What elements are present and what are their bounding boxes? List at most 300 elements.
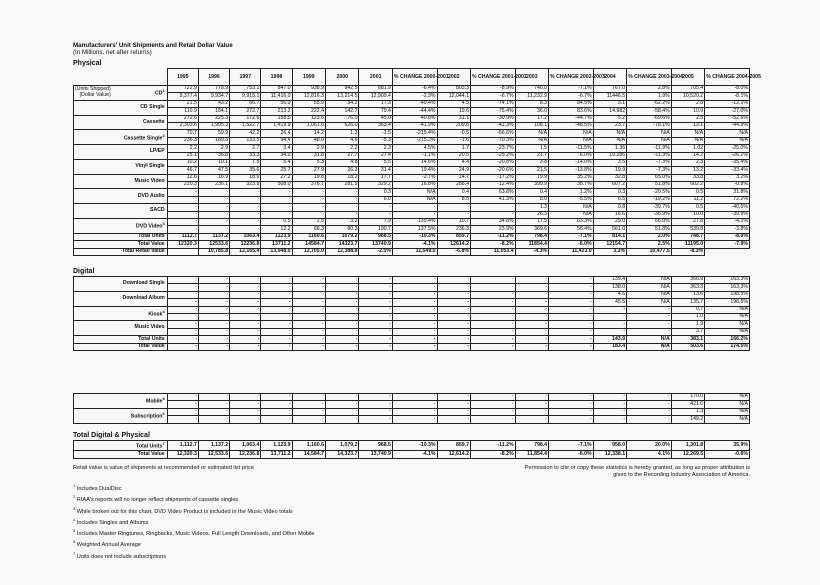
- data-cell: -3.8%: [705, 226, 750, 233]
- data-cell: -4.1%: [392, 451, 437, 458]
- data-cell: -8.0%: [705, 233, 750, 240]
- data-cell: 958.0: [593, 441, 626, 451]
- data-cell: 2.2: [167, 145, 198, 152]
- data-cell: 55.9: [292, 100, 325, 107]
- data-cell: -: [230, 284, 261, 291]
- data-cell: -: [437, 394, 470, 401]
- data-cell: 5.2: [593, 115, 626, 122]
- data-cell: -: [230, 211, 261, 218]
- data-cell: 5.4: [261, 159, 292, 166]
- data-cell: -11.5%: [549, 145, 594, 152]
- data-cell: 163.3%: [705, 284, 750, 291]
- data-cell: -: [593, 328, 626, 335]
- table-row: [74, 122, 750, 129]
- column-header: % CHANGE 2000-2001: [392, 69, 437, 86]
- data-cell: 236.1: [198, 182, 229, 189]
- row-label: DVD Video$^3$: [74, 219, 168, 234]
- data-cell: -8.2%: [470, 241, 515, 248]
- data-cell: 1,301.8: [671, 441, 704, 451]
- data-cell: -66.6%: [470, 130, 515, 137]
- data-cell: -: [326, 313, 359, 320]
- data-cell: 14.2: [671, 152, 704, 159]
- data-cell: 3.2%: [705, 174, 750, 181]
- data-cell: -: [230, 299, 261, 306]
- data-cell: 19.9: [593, 167, 626, 174]
- data-cell: [167, 248, 198, 255]
- data-cell: -39.7%: [627, 204, 672, 211]
- data-cell: 183.4: [593, 343, 626, 350]
- data-cell: -: [261, 401, 292, 408]
- table-row: [74, 100, 750, 107]
- data-cell: 0.5: [671, 189, 704, 196]
- data-cell: -: [292, 284, 325, 291]
- data-cell: -42.3%: [470, 122, 515, 129]
- table-row: [74, 284, 750, 291]
- data-cell: -: [437, 343, 470, 350]
- data-cell: 236.3: [167, 137, 198, 144]
- data-cell: -17.2%: [470, 174, 515, 181]
- data-cell: 21.5: [167, 100, 198, 107]
- column-header: 1997: [230, 69, 261, 86]
- data-cell: 29.0: [593, 219, 626, 226]
- data-cell: N/A: [627, 130, 672, 137]
- data-cell: 1.7: [437, 145, 470, 152]
- data-cell: -: [593, 306, 626, 313]
- data-cell: 1,079.2: [326, 441, 359, 451]
- data-cell: -: [167, 204, 198, 211]
- data-cell: -: [627, 401, 672, 408]
- row-units-note: (Units Shipped) (Dollar Value): [75, 86, 111, 98]
- data-cell: -2.5%: [359, 248, 392, 255]
- data-cell: 13,740.9: [359, 451, 392, 458]
- data-cell: 2.9: [198, 145, 229, 152]
- data-cell: 184.1: [198, 108, 229, 115]
- table-row: [74, 189, 750, 196]
- data-cell: -8.1%: [705, 93, 750, 100]
- data-cell: 19.4%: [392, 167, 437, 174]
- data-cell: 2.8%: [627, 86, 672, 93]
- data-cell: N/A: [705, 408, 750, 415]
- data-cell: -13.8%: [549, 167, 594, 174]
- data-cell: -10.3%: [392, 233, 437, 240]
- data-cell: 2.8: [671, 100, 704, 107]
- data-cell: N/A: [705, 416, 750, 423]
- data-cell: -: [198, 284, 229, 291]
- data-cell: 133.5: [230, 137, 261, 144]
- data-cell: 753.1: [230, 86, 261, 93]
- data-cell: -: [292, 394, 325, 401]
- data-cell: 12,533.6: [198, 451, 229, 458]
- data-cell: 722.9: [167, 86, 198, 93]
- data-cell: -30.9%: [470, 115, 515, 122]
- data-cell: 12,909.4: [359, 93, 392, 100]
- data-cell: -: [326, 328, 359, 335]
- data-cell: -: [359, 328, 392, 335]
- data-cell: -: [627, 321, 672, 328]
- data-cell: N/A: [705, 313, 750, 320]
- data-cell: -: [230, 313, 261, 320]
- data-cell: 31.1: [437, 115, 470, 122]
- data-cell: 17.3: [359, 100, 392, 107]
- data-cell: 12,236.8: [230, 451, 261, 458]
- data-cell: -25.0%: [705, 145, 750, 152]
- column-header: 1998: [261, 69, 292, 86]
- data-cell: 968.5: [359, 441, 392, 451]
- retail-total-row: [74, 248, 750, 255]
- data-cell: 503.6: [671, 343, 704, 350]
- report-subtitle: (In Millions, net after returns): [73, 49, 152, 56]
- digital-table: [73, 276, 750, 351]
- footnote-ref: 2: [162, 132, 165, 138]
- data-cell: -: [593, 394, 626, 401]
- data-cell: N/A: [671, 137, 704, 144]
- section-physical: Physical: [73, 60, 102, 67]
- data-cell: 12,338.1: [593, 451, 626, 458]
- data-cell: 84.5%: [549, 100, 594, 107]
- data-cell: -: [230, 291, 261, 298]
- data-cell: -4.3%: [515, 248, 548, 255]
- data-cell: N/A: [705, 401, 750, 408]
- footnotes: [73, 482, 315, 561]
- data-cell: -: [292, 336, 325, 343]
- data-cell: 34.8%: [470, 219, 515, 226]
- data-cell: 45.0: [359, 115, 392, 122]
- data-cell: -: [230, 343, 261, 350]
- data-cell: -: [437, 277, 470, 284]
- data-cell: -11.2%: [470, 233, 515, 240]
- data-cell: -: [470, 321, 515, 328]
- data-cell: -: [292, 306, 325, 313]
- data-cell: -: [437, 401, 470, 408]
- total-value-label: Total Value: [74, 451, 168, 458]
- physical-table: [73, 68, 761, 256]
- data-cell: 12.2: [261, 226, 292, 233]
- data-cell: -44.7%: [549, 115, 594, 122]
- data-cell: 0.7: [671, 306, 704, 313]
- data-cell: -: [326, 277, 359, 284]
- data-cell: -: [437, 416, 470, 423]
- data-cell: -: [515, 313, 548, 320]
- data-cell: -27.0%: [705, 108, 750, 115]
- data-cell: 602.2: [671, 182, 704, 189]
- data-cell: 27.7: [326, 152, 359, 159]
- data-cell: -: [359, 394, 392, 401]
- table-row: [74, 204, 750, 211]
- data-cell: -: [549, 313, 594, 320]
- table-row: [74, 159, 750, 166]
- data-cell: 27.4: [359, 152, 392, 159]
- data-cell: 0.8: [593, 204, 626, 211]
- data-cell: 35.2%: [549, 174, 594, 181]
- data-cell: 36.0: [515, 108, 548, 115]
- data-cell: 14,584.7: [292, 451, 325, 458]
- data-cell: 19.9: [515, 174, 548, 181]
- data-cell: 13.2: [671, 167, 704, 174]
- data-cell: 705.4: [671, 86, 704, 93]
- data-cell: -: [470, 416, 515, 423]
- data-cell: -: [470, 299, 515, 306]
- data-cell: 189.3: [198, 137, 229, 144]
- data-cell: 0.5: [261, 219, 292, 226]
- data-cell: -74.1%: [470, 100, 515, 107]
- data-cell: -: [470, 204, 515, 211]
- data-cell: 363.4: [359, 122, 392, 129]
- data-cell: -: [292, 401, 325, 408]
- data-cell: 12,044.1: [437, 93, 470, 100]
- data-cell: 4.6: [326, 137, 359, 144]
- data-cell: -78.1%: [627, 122, 672, 129]
- data-cell: -: [261, 277, 292, 284]
- data-cell: 8.3: [515, 100, 548, 107]
- data-cell: -0.8%: [705, 182, 750, 189]
- data-cell: -1.1%: [392, 152, 437, 159]
- data-cell: -: [549, 328, 594, 335]
- data-cell: 79.4: [359, 108, 392, 115]
- data-cell: -: [392, 204, 437, 211]
- table-row: [74, 108, 750, 115]
- row-label: Download Single: [74, 277, 168, 292]
- data-cell: 6.0: [359, 196, 392, 203]
- table-row: [74, 219, 750, 226]
- data-cell: 14.6%: [392, 159, 437, 166]
- data-cell: -: [515, 408, 548, 415]
- data-cell: 4.8: [326, 159, 359, 166]
- data-cell: 3.3: [326, 219, 359, 226]
- data-cell: -: [230, 408, 261, 415]
- row-label: Kiosk$^4$: [74, 306, 168, 321]
- data-cell: -: [230, 394, 261, 401]
- data-cell: -39.9%: [705, 211, 750, 218]
- row-label: DVD Audio: [74, 189, 168, 204]
- data-cell: -: [167, 211, 198, 218]
- total-table: [73, 440, 750, 459]
- data-cell: 0.3: [593, 189, 626, 196]
- data-cell: -: [167, 313, 198, 320]
- data-cell: 1063.4: [230, 233, 261, 240]
- data-cell: 3.4: [261, 145, 292, 152]
- data-cell: 26.4: [261, 130, 292, 137]
- data-cell: 3.5: [593, 159, 626, 166]
- table-row: [74, 145, 750, 152]
- table-row: [74, 306, 750, 313]
- data-cell: 13.1: [671, 122, 704, 129]
- data-cell: N/A: [515, 137, 548, 144]
- data-cell: -: [167, 226, 198, 233]
- data-cell: -: [549, 336, 594, 343]
- data-cell: -7.1%: [549, 233, 594, 240]
- row-label: Mobile$^5$: [74, 394, 168, 409]
- data-cell: 11,423.0: [549, 248, 594, 255]
- data-cell: 1,905.3: [198, 122, 229, 129]
- data-cell: -41.9%: [392, 122, 437, 129]
- data-cell: 83.6%: [549, 108, 594, 115]
- data-cell: -: [392, 416, 437, 423]
- data-cell: 1079.2: [326, 233, 359, 240]
- data-cell: 746.0: [515, 86, 548, 93]
- data-cell: -: [198, 299, 229, 306]
- data-cell: 2.2: [326, 145, 359, 152]
- data-cell: -: [326, 401, 359, 408]
- data-cell: 198.5%: [705, 291, 750, 298]
- column-header: % CHANGE 2003-2004: [627, 69, 672, 86]
- data-cell: -48.5%: [549, 122, 594, 129]
- footnote-ref: 3: [162, 221, 165, 227]
- data-cell: -20.6%: [470, 167, 515, 174]
- data-cell: -: [326, 291, 359, 298]
- data-cell: 10,785.8: [198, 248, 229, 255]
- data-cell: 14,323.7: [326, 451, 359, 458]
- header-row: [74, 69, 750, 86]
- data-cell: 1,061.6: [292, 122, 325, 129]
- data-cell: -: [470, 211, 515, 218]
- data-cell: -: [167, 336, 198, 343]
- data-cell: 968.5: [359, 233, 392, 240]
- data-cell: 9,915.1: [230, 93, 261, 100]
- data-cell: N/A: [593, 130, 626, 137]
- data-cell: 4.5%: [392, 145, 437, 152]
- data-cell: N/A: [705, 321, 750, 328]
- data-cell: -5.5%: [549, 196, 594, 203]
- data-cell: -: [515, 328, 548, 335]
- data-cell: -1.5: [359, 130, 392, 137]
- data-cell: -215.2%: [392, 137, 437, 144]
- data-cell: -: [167, 343, 198, 350]
- data-cell: 20.5: [437, 152, 470, 159]
- data-cell: N/A: [549, 211, 594, 218]
- footnote-ref: 1: [162, 88, 165, 94]
- data-cell: 21.5: [515, 167, 548, 174]
- data-cell: 1.9: [671, 321, 704, 328]
- data-cell: 34.0: [261, 152, 292, 159]
- footnote-number: 4: [73, 516, 76, 522]
- data-cell: -: [198, 416, 229, 423]
- data-cell: 11446.5: [593, 93, 626, 100]
- data-cell: -: [549, 401, 594, 408]
- data-cell: -: [326, 394, 359, 401]
- total-row: [74, 441, 750, 451]
- data-cell: -: [437, 306, 470, 313]
- row-label: Cassette Single$^2$: [74, 130, 168, 145]
- total-value-label: Total Value: [74, 241, 168, 248]
- mobile-table: [73, 393, 750, 424]
- data-cell: -: [326, 211, 359, 218]
- data-cell: -49.4%: [392, 100, 437, 107]
- data-cell: -: [198, 219, 229, 226]
- data-cell: -70.3%: [470, 137, 515, 144]
- data-cell: N/A: [671, 130, 704, 137]
- data-cell: -: [261, 394, 292, 401]
- data-cell: 2.0%: [627, 233, 672, 240]
- data-cell: 6.5: [593, 196, 626, 203]
- data-cell: -: [261, 299, 292, 306]
- data-cell: 31.4: [359, 167, 392, 174]
- data-cell: 1,160.6: [292, 441, 325, 451]
- data-cell: N/A: [627, 277, 672, 284]
- data-cell: -: [549, 408, 594, 415]
- column-header: 1995: [167, 69, 198, 86]
- data-cell: 26.3: [515, 211, 548, 218]
- data-cell: 36.8: [198, 152, 229, 159]
- data-cell: 942.5: [326, 86, 359, 93]
- data-cell: -: [437, 211, 470, 218]
- row-label: Subscription$^6$: [74, 408, 168, 423]
- table-row: [74, 401, 750, 408]
- table-row: [74, 291, 750, 298]
- data-cell: -: [515, 291, 548, 298]
- data-cell: -: [470, 394, 515, 401]
- data-cell: -: [167, 408, 198, 415]
- total-value-label: Total Value: [74, 343, 168, 350]
- table-row: [74, 86, 750, 93]
- data-cell: -: [437, 408, 470, 415]
- data-cell: -: [359, 306, 392, 313]
- data-cell: -0.5: [437, 130, 470, 137]
- data-cell: -26.2%: [705, 152, 750, 159]
- data-cell: -: [392, 299, 437, 306]
- data-cell: 9,377.4: [167, 93, 198, 100]
- data-cell: 847.0: [261, 86, 292, 93]
- data-cell: 11854.4: [515, 241, 548, 248]
- column-header: 2000: [326, 69, 359, 86]
- data-cell: N/A: [627, 343, 672, 350]
- data-cell: -: [292, 328, 325, 335]
- table-row: [74, 115, 750, 122]
- data-cell: -: [198, 343, 229, 350]
- data-cell: 13,048.0: [261, 248, 292, 255]
- footnote: $^4$ Includes Singles and Albums: [73, 516, 149, 526]
- data-cell: 16.6: [593, 211, 626, 218]
- data-cell: N/A: [705, 306, 750, 313]
- data-cell: 376.7: [292, 182, 325, 189]
- data-cell: -: [198, 401, 229, 408]
- data-cell: -: [292, 321, 325, 328]
- column-header: 1996: [198, 69, 229, 86]
- data-cell: -: [392, 284, 437, 291]
- data-cell: -7.9%: [705, 241, 750, 248]
- table-row: [74, 394, 750, 401]
- data-cell: -: [593, 408, 626, 415]
- data-cell: 11195.0: [671, 241, 704, 248]
- data-cell: 778.9: [198, 86, 229, 93]
- data-cell: N/A: [549, 137, 594, 144]
- data-cell: 17.5: [515, 219, 548, 226]
- data-cell: -: [392, 394, 437, 401]
- data-cell: 19.8: [292, 174, 325, 181]
- data-cell: 170.0: [671, 394, 704, 401]
- footnote: $^7$ Units does not include subscriptions: [73, 550, 167, 560]
- footnote-number: 3: [73, 505, 76, 511]
- data-cell: -: [261, 211, 292, 218]
- data-cell: -: [198, 277, 229, 284]
- data-cell: -: [292, 189, 325, 196]
- data-cell: 139.4%: [392, 219, 437, 226]
- data-cell: 881.9: [359, 86, 392, 93]
- data-cell: 3.8: [515, 159, 548, 166]
- data-cell: 8.5: [437, 196, 470, 203]
- data-cell: -: [167, 277, 198, 284]
- data-cell: -: [549, 343, 594, 350]
- data-cell: N/A: [392, 196, 437, 203]
- data-cell: -: [261, 336, 292, 343]
- data-cell: -: [198, 306, 229, 313]
- data-cell: 2.9: [292, 145, 325, 152]
- data-cell: 399.9: [515, 182, 548, 189]
- data-cell: 8.0: [515, 196, 548, 203]
- total-units-label: Total Units$^7$: [74, 441, 168, 451]
- data-cell: -: [167, 291, 198, 298]
- data-cell: 272.6: [167, 115, 198, 122]
- data-cell: 11,416.0: [261, 93, 292, 100]
